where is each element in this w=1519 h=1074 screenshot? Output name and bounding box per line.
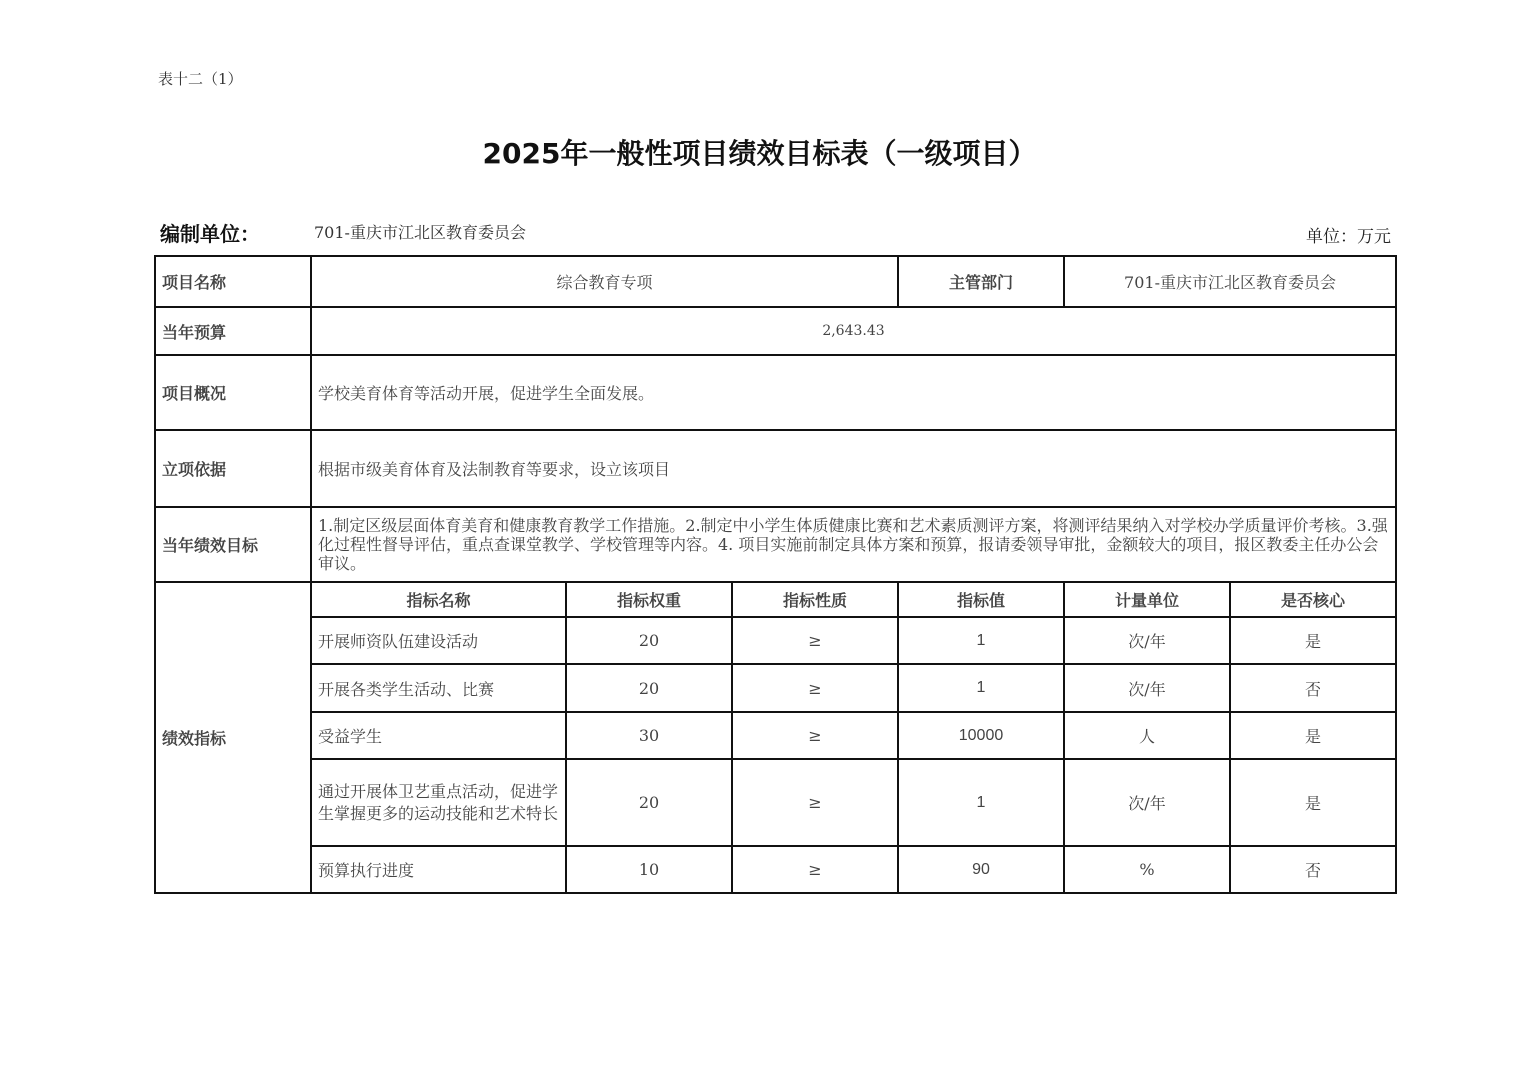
col-header-unit: 计量单位	[1064, 582, 1230, 617]
col-header-value: 指标值	[898, 582, 1064, 617]
indicator-nature: ≥	[732, 846, 898, 893]
indicator-weight: 30	[566, 712, 732, 759]
col-header-weight: 指标权重	[566, 582, 732, 617]
indicator-core: 是	[1230, 617, 1396, 664]
indicator-value: 1	[898, 617, 1064, 664]
indicator-nature: ≥	[732, 664, 898, 712]
overview-row	[155, 355, 1396, 430]
goal-label: 当年绩效目标	[155, 507, 311, 582]
indicator-nature: ≥	[732, 617, 898, 664]
table-row	[155, 664, 1396, 712]
basis-row	[155, 430, 1396, 507]
basis-value: 根据市级美育体育及法制教育等要求，设立该项目	[311, 430, 1396, 507]
overview-value: 学校美育体育等活动开展，促进学生全面发展。	[311, 355, 1396, 430]
col-header-nature: 指标性质	[732, 582, 898, 617]
indicator-name: 开展师资队伍建设活动	[311, 617, 566, 664]
indicator-unit: 次/年	[1064, 759, 1230, 846]
budget-row	[155, 307, 1396, 355]
project-name-row	[155, 256, 1396, 307]
project-name-value: 综合教育专项	[311, 256, 898, 307]
indicator-weight: 10	[566, 846, 732, 893]
org-label: 编制单位：	[160, 222, 260, 246]
indicator-name: 开展各类学生活动、比赛	[311, 664, 566, 712]
page-title: 2025年一般性项目绩效目标表（一级项目）	[482, 137, 1037, 170]
performance-table	[154, 255, 1397, 894]
indicator-value: 90	[898, 846, 1064, 893]
indicator-core: 否	[1230, 664, 1396, 712]
indicator-weight: 20	[566, 617, 732, 664]
dept-value: 701-重庆市江北区教育委员会	[1064, 256, 1396, 307]
org-value: 701-重庆市江北区教育委员会	[314, 223, 526, 242]
col-header-name: 指标名称	[311, 582, 566, 617]
indicator-name: 预算执行进度	[311, 846, 566, 893]
table-row	[155, 712, 1396, 759]
indicator-name: 受益学生	[311, 712, 566, 759]
overview-label: 项目概况	[155, 355, 311, 430]
goal-value: 1.制定区级层面体育美育和健康教育教学工作措施。2.制定中小学生体质健康比赛和艺术素质测评方案，将测评结果纳入对学校办学质量评价考核。3.强化过程性督导评估，重点查课堂教学、学校管理等内容。4. 项目实施前制定具体方案和预算，报请委领导审批，金额较大的项目，报区教委主任办公会审议。	[311, 507, 1396, 582]
project-name-label: 项目名称	[155, 256, 311, 307]
indicator-core: 否	[1230, 846, 1396, 893]
indicator-unit: 人	[1064, 712, 1230, 759]
indicator-core: 是	[1230, 759, 1396, 846]
unit-label: 单位：万元	[1306, 227, 1391, 247]
table-row	[155, 759, 1396, 846]
indicator-value: 1	[898, 759, 1064, 846]
table-reference: 表十二（1）	[158, 70, 243, 88]
basis-label: 立项依据	[155, 430, 311, 507]
goal-row	[155, 507, 1396, 582]
budget-value: 2,643.43	[311, 307, 1396, 355]
indicator-header-row	[155, 582, 1396, 617]
indicator-value: 10000	[898, 712, 1064, 759]
indicator-unit: 次/年	[1064, 617, 1230, 664]
budget-label: 当年预算	[155, 307, 311, 355]
indicator-core: 是	[1230, 712, 1396, 759]
table-row	[155, 617, 1396, 664]
indicator-name: 通过开展体卫艺重点活动，促进学生掌握更多的运动技能和艺术特长	[311, 759, 566, 846]
indicator-unit: %	[1064, 846, 1230, 893]
indicator-weight: 20	[566, 759, 732, 846]
indicators-section-label: 绩效指标	[155, 582, 311, 893]
indicator-nature: ≥	[732, 759, 898, 846]
col-header-core: 是否核心	[1230, 582, 1396, 617]
indicator-weight: 20	[566, 664, 732, 712]
table-row	[155, 846, 1396, 893]
dept-label: 主管部门	[898, 256, 1064, 307]
indicator-unit: 次/年	[1064, 664, 1230, 712]
indicator-value: 1	[898, 664, 1064, 712]
indicator-nature: ≥	[732, 712, 898, 759]
